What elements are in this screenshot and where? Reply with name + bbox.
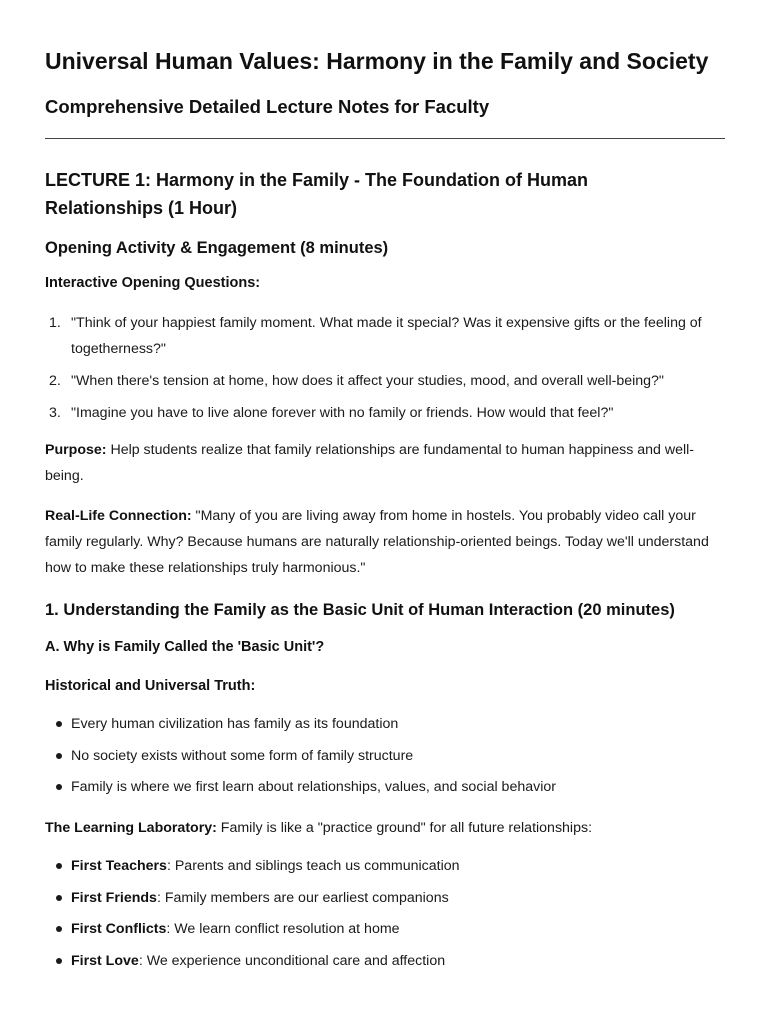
section1-heading: 1. Understanding the Family as the Basic Unit of Human Interaction (20 minutes) — [45, 601, 675, 619]
historical-heading: Historical and Universal Truth: — [45, 678, 256, 694]
list-item-text: : We learn conflict resolution at home — [166, 921, 400, 937]
purpose-label: Purpose: — [45, 442, 107, 458]
connection-paragraph — [45, 503, 730, 581]
bullet-icon — [56, 721, 62, 727]
question-text: "When there's tension at home, how does it affect your studies, mood, and overall well-being?" — [71, 373, 664, 389]
bullet-icon — [56, 895, 62, 901]
section1-subheading-a: A. Why is Family Called the 'Basic Unit'? — [45, 639, 325, 655]
opening-heading: Opening Activity & Engagement (8 minutes) — [45, 239, 389, 257]
list-item-text: Family is where we first learn about relationships, values, and social behavior — [71, 779, 556, 795]
list-number: 3. — [49, 405, 61, 421]
list-item-text: Every human civilization has family as its foundation — [71, 716, 399, 732]
list-item-label: First Teachers — [71, 858, 167, 874]
connection-label: Real-Life Connection: — [45, 508, 192, 524]
bullet-icon — [56, 784, 62, 790]
opening-questions-list — [45, 310, 730, 432]
list-item — [45, 400, 730, 426]
list-item — [45, 310, 730, 362]
bullet-icon — [56, 753, 62, 759]
purpose-paragraph — [45, 437, 730, 489]
document-title: Universal Human Values: Harmony in the Family and Society — [45, 48, 709, 74]
list-item — [45, 885, 730, 911]
list-item — [45, 774, 730, 800]
questions-heading: Interactive Opening Questions: — [45, 275, 261, 291]
lecture-title: LECTURE 1: Harmony in the Family - The Foundation of Human Relationships (1 Hour) — [45, 170, 589, 218]
list-item-label: First Friends — [71, 889, 157, 906]
list-item — [45, 368, 730, 394]
connection-text: "Many of you are living away from home in hostels. You probably video call your family regularly. Why? Because humans are naturally relationship-oriented beings. Today we'll understand how to make these relationships truly harmonious." — [45, 508, 709, 576]
lab-list — [45, 853, 730, 979]
list-item-text: : Parents and siblings teach us communication — [166, 858, 460, 874]
list-item — [45, 916, 730, 942]
list-item-label: First Love — [71, 952, 139, 969]
list-item — [45, 948, 730, 974]
bullet-icon — [56, 958, 62, 964]
lab-paragraph — [45, 815, 730, 841]
historical-list — [45, 711, 730, 806]
list-item-text: : We experience unconditional care and affection — [138, 952, 446, 969]
list-item — [45, 853, 730, 879]
lab-text: Family is like a "practice ground" for all future relationships: — [216, 820, 593, 836]
document-subtitle: Comprehensive Detailed Lecture Notes for Faculty — [45, 96, 490, 117]
list-number: 1. — [49, 315, 61, 331]
bullet-icon — [56, 863, 62, 869]
lab-label: The Learning Laboratory: — [45, 820, 217, 836]
purpose-text: Help students realize that family relationships are fundamental to human happiness and well-being. — [45, 442, 695, 484]
horizontal-rule — [45, 138, 725, 139]
bullet-icon — [56, 926, 62, 932]
list-item-text: : Family members are our earliest companions — [156, 889, 449, 906]
list-number: 2. — [49, 373, 61, 389]
question-text: "Imagine you have to live alone forever with no family or friends. How would that feel?" — [71, 405, 614, 421]
list-item-text: No society exists without some form of family structure — [71, 747, 414, 764]
list-item-label: First Conflicts — [71, 921, 167, 937]
question-text: "Think of your happiest family moment. What made it special? Was it expensive gifts or the feeling of togetherness?" — [71, 315, 702, 357]
list-item — [45, 711, 730, 737]
list-item — [45, 743, 730, 769]
